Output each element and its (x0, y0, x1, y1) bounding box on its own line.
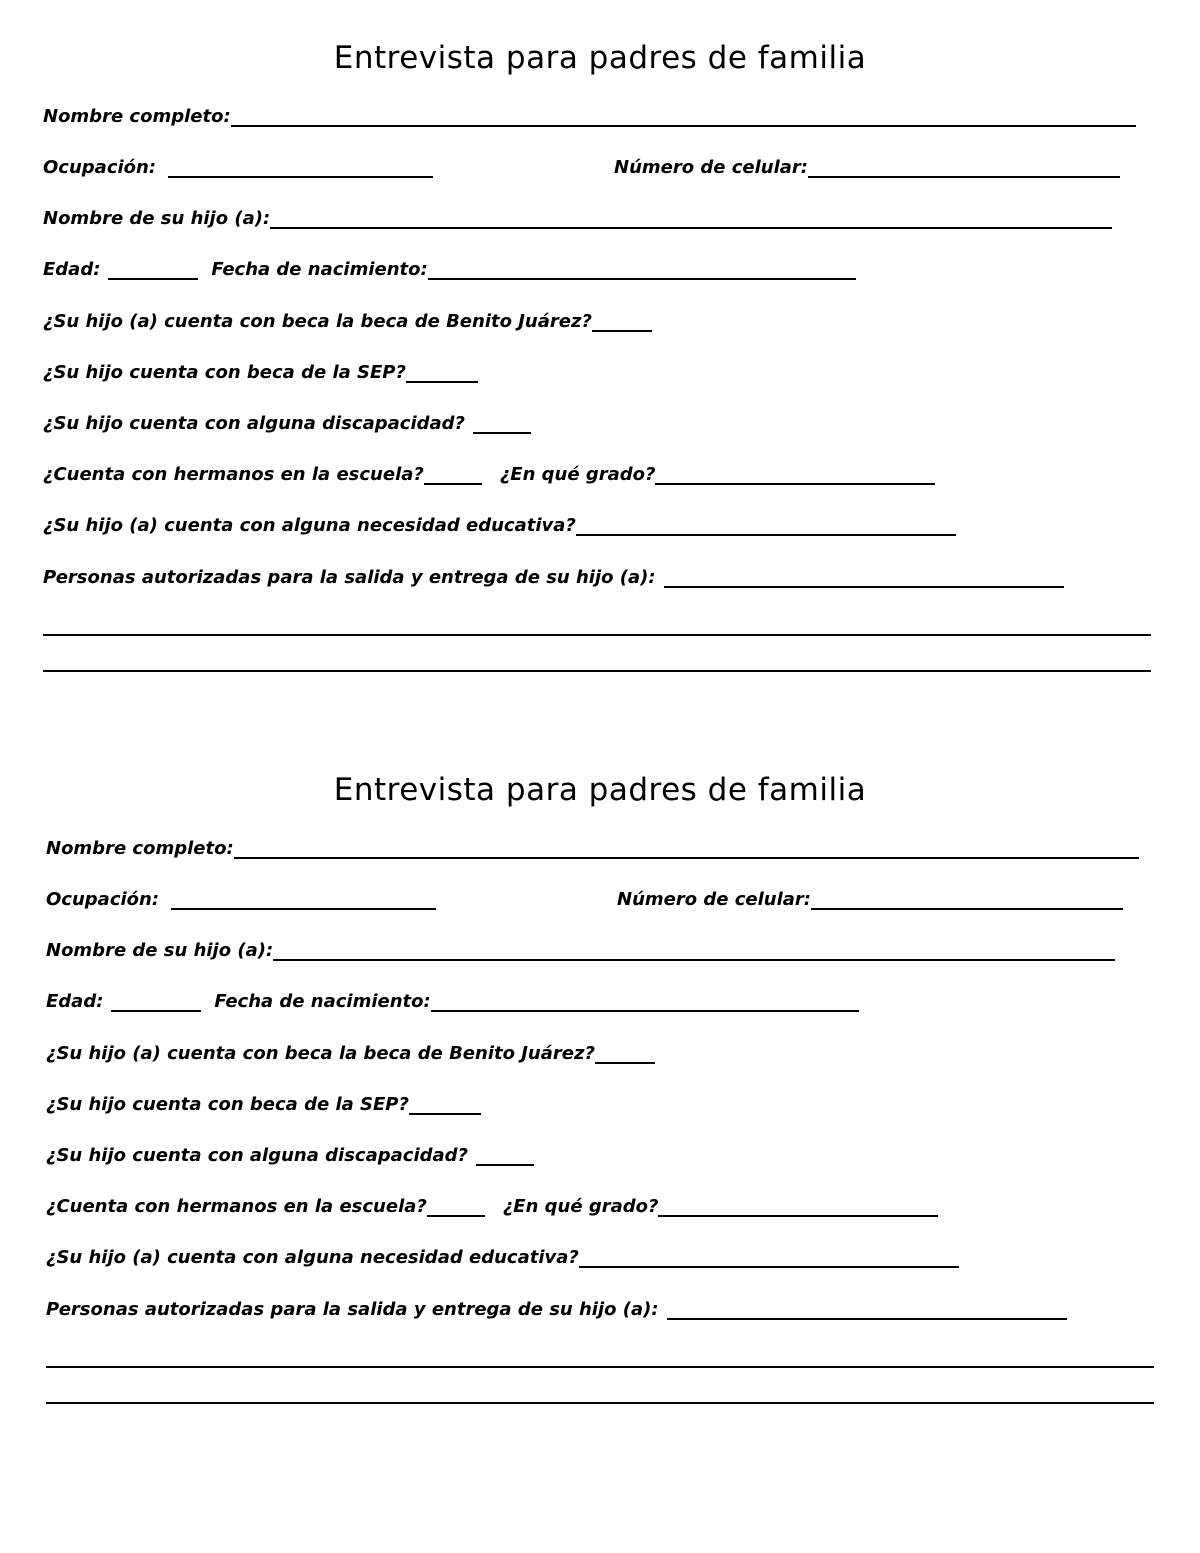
field-personas-autorizadas-line-3[interactable] (46, 1402, 1154, 1404)
label-hermanos: ¿Cuenta con hermanos en la escuela? (43, 464, 424, 485)
row-personas-autorizadas (46, 1295, 1067, 1321)
row-discapacidad (43, 409, 531, 435)
field-fecha-nacimiento[interactable] (431, 988, 859, 1012)
field-ocupacion[interactable] (171, 886, 436, 910)
field-beca-benito[interactable] (595, 1040, 655, 1064)
label-nombre-completo: Nombre completo: (46, 838, 234, 859)
label-edad: Edad: (43, 259, 101, 280)
field-nombre-hijo[interactable] (270, 205, 1112, 229)
field-personas-autorizadas[interactable] (664, 564, 1064, 588)
form-title: Entrevista para padres de familia (333, 772, 867, 808)
field-hermanos[interactable] (424, 461, 482, 485)
field-edad[interactable] (111, 988, 201, 1012)
row-edad (43, 255, 856, 281)
label-personas-autorizadas: Personas autorizadas para la salida y entrega de su hijo (a): (43, 567, 656, 588)
row-nombre-hijo (43, 204, 1112, 230)
field-nombre-hijo[interactable] (273, 937, 1115, 961)
row-beca-benito (46, 1039, 655, 1065)
label-necesidad: ¿Su hijo (a) cuenta con alguna necesidad educativa? (43, 515, 576, 536)
label-nombre-hijo: Nombre de su hijo (a): (43, 208, 271, 229)
field-necesidad[interactable] (579, 1244, 959, 1268)
row-beca-sep (43, 358, 478, 384)
field-nombre-completo[interactable] (231, 103, 1136, 127)
label-nombre-completo: Nombre completo: (43, 106, 231, 127)
row-ocupacion (46, 885, 436, 911)
field-hermanos[interactable] (427, 1193, 485, 1217)
field-personas-autorizadas-line-2[interactable] (43, 634, 1151, 636)
row-discapacidad (46, 1141, 534, 1167)
field-nombre-completo[interactable] (234, 835, 1139, 859)
row-necesidad (46, 1243, 959, 1269)
field-edad[interactable] (108, 256, 198, 280)
row-necesidad (43, 511, 956, 537)
row-edad (46, 987, 859, 1013)
form-title: Entrevista para padres de familia (333, 40, 867, 76)
label-beca-sep: ¿Su hijo cuenta con beca de la SEP? (46, 1094, 409, 1115)
label-beca-sep: ¿Su hijo cuenta con beca de la SEP? (43, 362, 406, 383)
row-numero-celular (617, 885, 1123, 911)
field-personas-autorizadas[interactable] (667, 1296, 1067, 1320)
label-fecha-nacimiento: Fecha de nacimiento: (214, 991, 431, 1012)
field-ocupacion[interactable] (168, 154, 433, 178)
field-discapacidad[interactable] (473, 410, 531, 434)
label-nombre-hijo: Nombre de su hijo (a): (46, 940, 274, 961)
field-grado[interactable] (658, 1193, 938, 1217)
label-discapacidad: ¿Su hijo cuenta con alguna discapacidad? (43, 413, 465, 434)
field-personas-autorizadas-line-2[interactable] (46, 1366, 1154, 1368)
label-numero-celular: Número de celular: (614, 157, 808, 178)
label-fecha-nacimiento: Fecha de nacimiento: (211, 259, 428, 280)
field-beca-benito[interactable] (592, 308, 652, 332)
row-beca-sep (46, 1090, 481, 1116)
field-fecha-nacimiento[interactable] (428, 256, 856, 280)
field-numero-celular[interactable] (808, 154, 1120, 178)
row-nombre-hijo (46, 936, 1115, 962)
row-hermanos (43, 460, 935, 486)
field-personas-autorizadas-line-3[interactable] (43, 670, 1151, 672)
label-personas-autorizadas: Personas autorizadas para la salida y entrega de su hijo (a): (46, 1299, 659, 1320)
label-ocupacion: Ocupación: (43, 157, 157, 178)
row-hermanos (46, 1192, 938, 1218)
row-beca-benito (43, 307, 652, 333)
label-discapacidad: ¿Su hijo cuenta con alguna discapacidad? (46, 1145, 468, 1166)
label-grado: ¿En qué grado? (502, 1196, 659, 1217)
label-beca-benito: ¿Su hijo (a) cuenta con beca la beca de Benito Juárez? (43, 311, 592, 332)
label-hermanos: ¿Cuenta con hermanos en la escuela? (46, 1196, 427, 1217)
label-grado: ¿En qué grado? (499, 464, 656, 485)
label-numero-celular: Número de celular: (617, 889, 811, 910)
label-beca-benito: ¿Su hijo (a) cuenta con beca la beca de Benito Juárez? (46, 1043, 595, 1064)
label-edad: Edad: (46, 991, 104, 1012)
field-grado[interactable] (655, 461, 935, 485)
field-discapacidad[interactable] (476, 1142, 534, 1166)
row-ocupacion (43, 153, 433, 179)
row-personas-autorizadas (43, 563, 1064, 589)
field-numero-celular[interactable] (811, 886, 1123, 910)
field-beca-sep[interactable] (406, 359, 478, 383)
row-numero-celular (614, 153, 1120, 179)
label-necesidad: ¿Su hijo (a) cuenta con alguna necesidad educativa? (46, 1247, 579, 1268)
row-nombre-completo (46, 834, 1139, 860)
row-nombre-completo (43, 102, 1136, 128)
field-necesidad[interactable] (576, 512, 956, 536)
label-ocupacion: Ocupación: (46, 889, 160, 910)
field-beca-sep[interactable] (409, 1091, 481, 1115)
